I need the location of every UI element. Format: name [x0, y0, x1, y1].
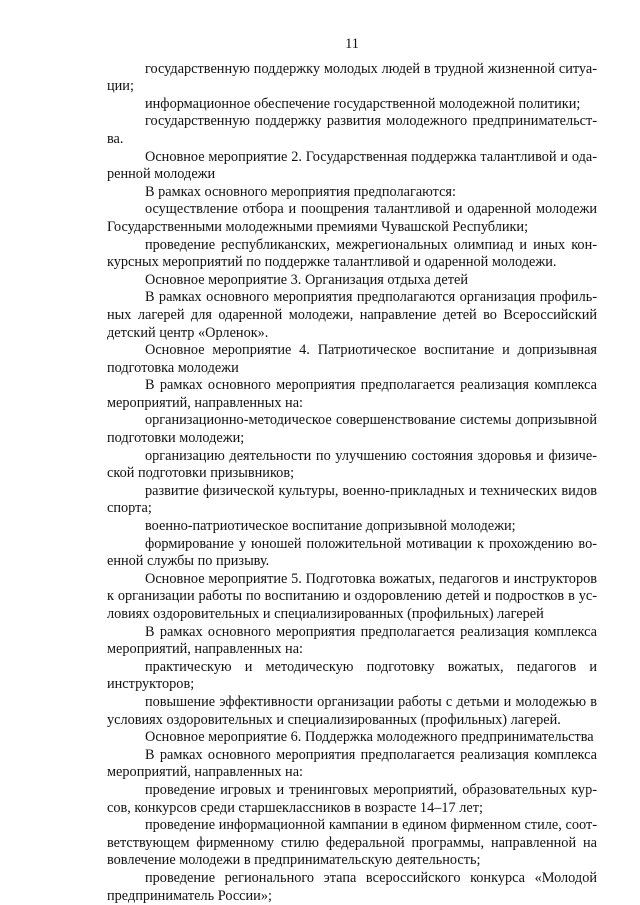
paragraph: проведение республиканских, межрегиональных олимпиад и иных конкурсных мероприятий по поддержке талантливой и одаренной молодежи. — [107, 236, 597, 271]
paragraph: государственную поддержку молодых людей в трудной жизненной ситуации; — [107, 60, 597, 95]
paragraph: проведение информационной кампании в едином фирменном стиле, соответствующем фирменному стилю федеральной программы, направленной на вовлечение молодежи в предпринимательскую деятельность; — [107, 817, 597, 869]
section-heading: Основное мероприятие 5. Подготовка вожатых, педагогов и инструкторов к организации работы по воспитанию и оздоровлению детей и подростков в условиях оздоровительных и специализированных (профильных) лагерей — [107, 570, 597, 622]
paragraph: формирование у юношей положительной мотивации к прохождению военной службы по призыву. — [107, 535, 597, 570]
paragraph: государственную поддержку развития молодежного предпринимательства. — [107, 113, 597, 147]
section-heading: Основное мероприятие 2. Государственная поддержка талантливой и одаренной молодежи — [107, 148, 597, 183]
section-heading: Основное мероприятие 3. Организация отдыха детей — [145, 271, 469, 288]
paragraph: В рамках основного мероприятия предполагается реализация комплекса мероприятий, направленных на: — [107, 746, 597, 781]
document-page — [107, 36, 597, 905]
paragraph: В рамках основного мероприятия предполагается реализация комплекса мероприятий, направленных на: — [107, 377, 597, 411]
paragraph: военно-патриотическое воспитание допризывной молодежи; — [145, 518, 516, 535]
paragraph: повышение эффективности организации работы с детьми и молодежью в условиях оздоровительных и специализированных (профильных) лагерей. — [107, 693, 597, 728]
paragraph: проведение регионального этапа всероссийского конкурса «Молодой предприниматель России»; — [107, 869, 597, 904]
paragraph: развитие физической культуры, военно-прикладных и технических видов спорта; — [107, 482, 597, 517]
paragraph: организационно-методическое совершенствование системы допризывной подготовки молодежи; — [107, 412, 597, 447]
paragraph: информационное обеспечение государственной молодежной политики; — [145, 95, 581, 112]
paragraph: проведение игровых и тренинговых мероприятий, образовательных курсов, конкурсов среди старшеклассников в возрасте 14–17 лет; — [107, 781, 597, 816]
paragraph: В рамках основного мероприятия предполагается реализация комплекса мероприятий, направленных на: — [107, 623, 597, 658]
paragraph: В рамках основного мероприятия предполагаются организация профильных лагерей для одаренной молодежи, направление детей во Всероссийский детский центр «Орленок». — [107, 289, 597, 341]
paragraph: осуществление отбора и поощрения талантливой и одаренной молодежи Государственными молодежными премиями Чувашской Республики; — [107, 201, 597, 235]
section-heading: Основное мероприятие 4. Патриотическое воспитание и допризывная подготовка молодежи — [107, 342, 597, 376]
section-heading: Основное мероприятие 6. Поддержка молодежного предпринимательства — [145, 729, 594, 746]
paragraph: В рамках основного мероприятия предполагаются: — [145, 183, 456, 200]
paragraph: организацию деятельности по улучшению состояния здоровья и физической подготовки призывников; — [107, 447, 597, 482]
paragraph: практическую и методическую подготовку вожатых, педагогов и инструкторов; — [107, 658, 597, 693]
page-number: 11 — [345, 36, 359, 52]
